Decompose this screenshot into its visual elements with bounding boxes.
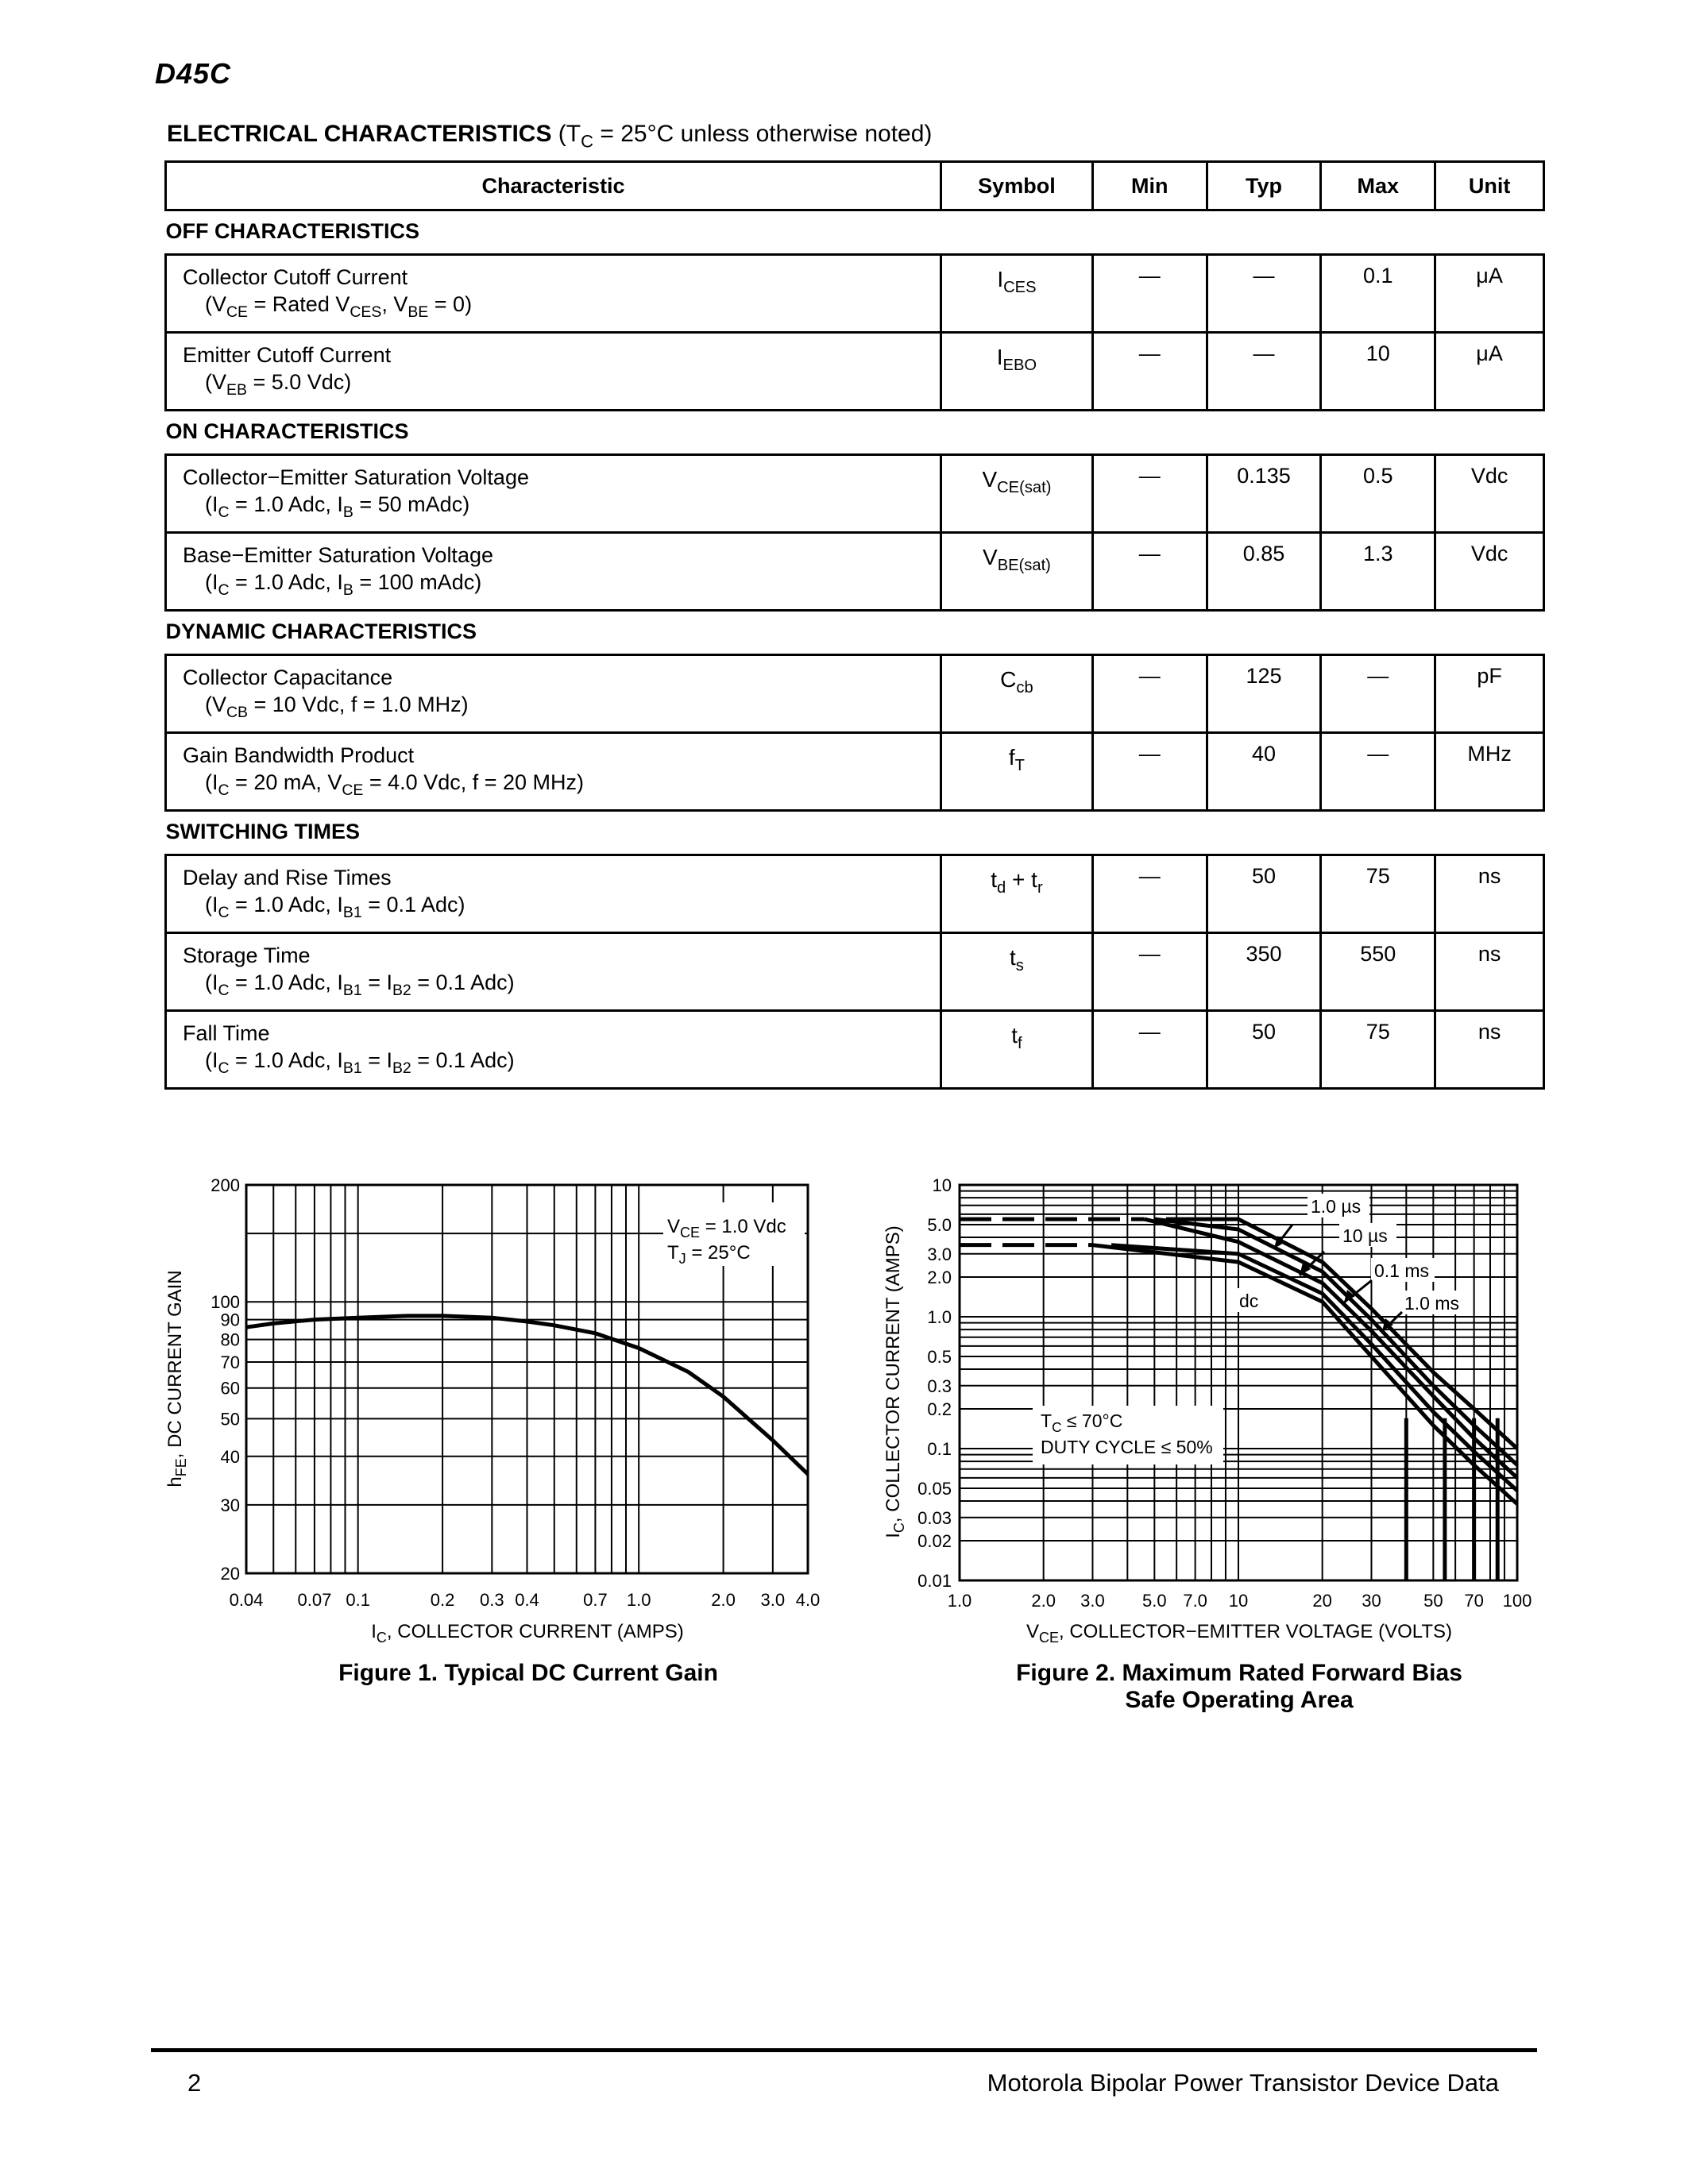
fig1-xtick-label: 1.0 <box>626 1590 651 1610</box>
fig1-annotation-vce: $V_{CE} = 1.0$ Vdc <box>667 1216 786 1241</box>
fig2-series-label: 0.1 ms <box>1374 1260 1430 1281</box>
fig2-ytick-label: 0.1 <box>927 1439 952 1459</box>
fig1-xtick-label: 4.0 <box>795 1590 821 1610</box>
fig1-ytick-label: 50 <box>220 1409 240 1430</box>
fig2-xtick-label: 30 <box>1362 1591 1381 1611</box>
col-unit: Unit <box>1435 162 1544 210</box>
fig2-xtick-label: 7.0 <box>1183 1591 1207 1611</box>
col-min: Min <box>1092 162 1207 210</box>
section-on: ON CHARACTERISTICS <box>166 411 1544 455</box>
table-row: Gain Bandwidth Product ($I_C = 20$ mA, $V_{CE} = 4.0$ Vdc, f = 20 MHz) $f_T$ — 40 — MHz <box>166 733 1544 811</box>
table-row: Collector Cutoff Current ($V_{CE}$ = Rated $V_{CES}$, $V_{BE} = 0$) $I_{CES}$ — — 0.1 μA <box>166 255 1544 333</box>
fig1-xtick-label: 0.2 <box>430 1590 455 1610</box>
col-max: Max <box>1321 162 1435 210</box>
fig2-series-label: 10 µs <box>1342 1225 1388 1246</box>
col-typ: Typ <box>1207 162 1321 210</box>
fig1-ytick-label: 60 <box>220 1378 240 1399</box>
fig2-xtick-label: 2.0 <box>1031 1591 1056 1611</box>
section-dynamic: DYNAMIC CHARACTERISTICS <box>166 611 1544 655</box>
fig1-ytick-label: 30 <box>220 1495 240 1515</box>
fig1-xtick-label: 2.0 <box>711 1590 736 1610</box>
part-number-header: D45C <box>155 57 232 90</box>
fig1-xtick-label: 0.1 <box>346 1590 370 1610</box>
fig1-ytick-label: 20 <box>220 1564 240 1584</box>
fig2-ytick-label: 0.5 <box>927 1346 952 1367</box>
fig2-xtick-label: 50 <box>1423 1591 1443 1611</box>
page-number: 2 <box>187 2069 202 2097</box>
fig1-xtick-label: 0.3 <box>480 1590 504 1610</box>
fig1-ytick-label: 40 <box>220 1446 240 1467</box>
fig2-annotation-duty: DUTY CYCLE ≤ 50% <box>1041 1437 1213 1457</box>
col-characteristic: Characteristic <box>166 162 941 210</box>
figure2-group <box>883 1175 1532 1646</box>
footer-rule <box>151 2048 1537 2052</box>
fig2-ytick-label: 0.03 <box>917 1507 952 1528</box>
fig1-xtick-label: 0.07 <box>297 1590 332 1610</box>
table-row: Storage Time ($I_C = 1.0$ Adc, $I_{B1} = I_{B2} = 0.1$ Adc) $t_s$ — 350 550 ns <box>166 933 1544 1011</box>
table-row: Fall Time ($I_C = 1.0$ Adc, $I_{B1} = I_{B2} = 0.1$ Adc) $t_f$ — 50 75 ns <box>166 1011 1544 1089</box>
fig1-xtick-label: 0.7 <box>583 1590 608 1610</box>
table-row: Emitter Cutoff Current ($V_{EB} = 5.0$ Vdc) $I_{EBO}$ — — 10 μA <box>166 333 1544 411</box>
col-symbol: Symbol <box>941 162 1093 210</box>
fig2-ytick-label: 10 <box>932 1175 952 1195</box>
electrical-characteristics-title: ELECTRICAL CHARACTERISTICS ($T_C = 25^\circ C$ unless otherwise noted) <box>167 121 933 152</box>
fig1-xtick-label: 0.04 <box>229 1590 264 1610</box>
fig1-ylabel: $h_{FE}$, DC CURRENT GAIN <box>164 1270 189 1488</box>
fig1-xtick-label: 0.4 <box>515 1590 539 1610</box>
fig2-xtick-label: 20 <box>1312 1591 1332 1611</box>
fig1-ytick-label: 200 <box>211 1175 240 1195</box>
table-row: Collector Capacitance ($V_{CB} = 10$ Vdc, f = 1.0 MHz) $C_{cb}$ — 125 — pF <box>166 655 1544 733</box>
fig2-ylabel: $I_C$, COLLECTOR CURRENT (AMPS) <box>883 1225 907 1538</box>
footer-title: Motorola Bipolar Power Transistor Device Data <box>987 2069 1499 2097</box>
fig2-ytick-label: 0.2 <box>927 1399 952 1420</box>
fig2-xtick-label: 1.0 <box>947 1591 972 1611</box>
fig1-ytick-label: 90 <box>220 1310 240 1330</box>
fig1-xtick-label: 3.0 <box>760 1590 786 1610</box>
fig2-ytick-label: 3.0 <box>927 1244 952 1264</box>
fig2-ytick-label: 0.02 <box>917 1531 952 1552</box>
fig2-ytick-label: 1.0 <box>927 1307 952 1327</box>
fig2-ytick-label: 5.0 <box>927 1214 952 1235</box>
fig1-ytick-label: 80 <box>220 1329 240 1350</box>
fig2-ytick-label: 0.01 <box>917 1571 952 1591</box>
table-row: Base−Emitter Saturation Voltage ($I_C = 1.0$ Adc, $I_B = 100$ mAdc) $V_{BE(sat)}$ — 0.85 1.3 Vdc <box>166 533 1544 611</box>
fig2-series-label: 1.0 µs <box>1311 1196 1362 1217</box>
fig2-ytick-label: 0.05 <box>917 1478 952 1499</box>
fig2-ytick-label: 0.3 <box>927 1376 952 1396</box>
fig2-xtick-label: 100 <box>1502 1591 1532 1611</box>
figure1-caption: Figure 1. Typical DC Current Gain <box>338 1660 718 1686</box>
fig1-annotation-tj: $T_J = 25^\circ C$ <box>667 1242 751 1267</box>
fig2-xtick-label: 70 <box>1464 1591 1484 1611</box>
table-row: Collector−Emitter Saturation Voltage ($I_C = 1.0$ Adc, $I_B = 50$ mAdc) $V_{CE(sat)}$ — 0.135 0.5 Vdc <box>166 455 1544 533</box>
fig2-xtick-label: 3.0 <box>1080 1591 1105 1611</box>
fig2-series-label: dc <box>1239 1291 1259 1311</box>
fig2-series-label: 1.0 ms <box>1404 1293 1460 1314</box>
fig1-ytick-label: 100 <box>211 1292 240 1313</box>
fig1-ytick-label: 70 <box>220 1352 240 1372</box>
figure2-caption: Figure 2. Maximum Rated Forward Bias Safe Operating Area <box>1016 1660 1462 1713</box>
fig2-xtick-label: 10 <box>1228 1591 1249 1611</box>
fig2-ytick-label: 2.0 <box>927 1268 952 1288</box>
fig2-annotation-tc: $T_C \le 70^\circ C$ <box>1041 1410 1123 1435</box>
figure1-group <box>164 1175 820 1646</box>
section-switching: SWITCHING TIMES <box>166 811 1544 855</box>
fig2-xlabel: $V_{CE}$, COLLECTOR−EMITTER VOLTAGE (VOLTS) <box>1026 1621 1453 1646</box>
fig2-xtick-label: 5.0 <box>1142 1591 1167 1611</box>
fig1-xlabel: $I_C$, COLLECTOR CURRENT (AMPS) <box>371 1621 684 1646</box>
table-row: Delay and Rise Times ($I_C = 1.0$ Adc, $I_{B1} = 0.1$ Adc) $t_d + t_r$ — 50 75 ns <box>166 855 1544 933</box>
section-off: OFF CHARACTERISTICS <box>166 210 1544 255</box>
